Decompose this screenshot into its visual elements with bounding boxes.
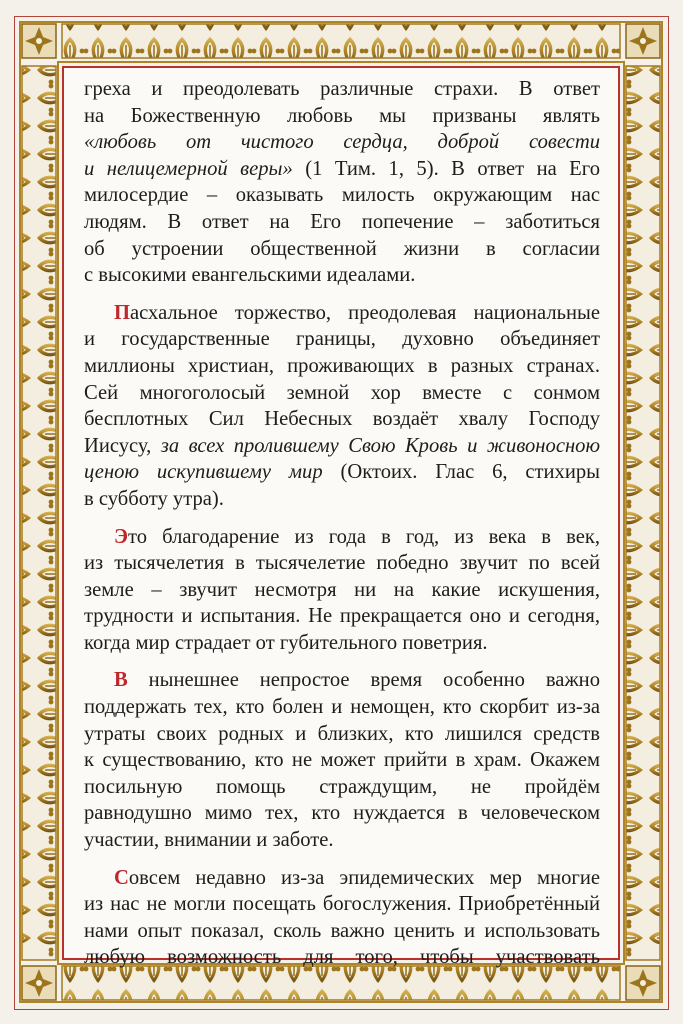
text-line: земле – звучит несмотря ни на какие искушения, — [84, 578, 600, 601]
text-line: с высокими евангельскими идеалами. — [84, 264, 416, 287]
text-line: любую возможность для того, чтобы участвовать — [84, 946, 600, 969]
text-line: к существованию, кто не может прийти в храм. Окажем — [84, 749, 600, 772]
corner-ornament-top-right — [626, 24, 660, 58]
text-line: посильную помощь страждущим, не пройдём — [84, 775, 600, 798]
paragraph-2 — [84, 300, 600, 513]
paragraph-1 — [84, 76, 600, 289]
red-initial: П — [114, 301, 131, 324]
paragraph-5 — [84, 865, 600, 971]
text-line: милосердие – оказывать милость окружающим нас — [84, 184, 600, 207]
text-line: когда мир страдает от губительного поветрия. — [84, 631, 488, 654]
text-line: нами опыт показал, сколь важно ценить и использовать — [84, 919, 600, 942]
red-initial: Э — [114, 525, 128, 548]
red-initial: С — [114, 866, 129, 889]
text-line: людям. В ответ на Его попечение – заботиться — [84, 210, 600, 233]
text-line: на Божественную любовь мы призваны являть — [84, 104, 600, 127]
text-line: участии, внимании и заботе. — [84, 829, 334, 852]
text-line: и нелицемерной веры» (1 Тим. 1, 5). В ответ на Его — [84, 157, 600, 180]
text-line: из нас не могли посещать богослужения. Приобретённый — [84, 893, 600, 916]
text-line: Пасхальное торжество, преодолевая национальные — [114, 301, 600, 324]
text-line: греха и преодолевать различные страхи. В ответ — [84, 78, 600, 100]
text-line: ценою искупившему мир (Октоих. Глас 6, стихиры — [84, 461, 600, 484]
text-line: Совсем недавно из-за эпидемических мер многие — [114, 866, 600, 889]
text-line: В нынешнее непростое время особенно важно — [114, 669, 600, 692]
text-line: миллионы христиан, проживающих в разных странах. — [84, 354, 600, 377]
document-body — [84, 76, 600, 982]
text-line: Сей многоголосый земной хор вместе с сонмом — [84, 381, 600, 404]
paragraph-3 — [84, 524, 600, 657]
quote-line: «любовь от чистого сердца, доброй совести — [84, 131, 600, 154]
text-line: Иисусу, за всех пролившему Свою Кровь и живоносною — [84, 434, 600, 457]
text-line: и государственные границы, духовно объединяет — [84, 328, 600, 351]
text-line: равнодушно мимо тех, кто нуждается в человеческом — [84, 802, 600, 825]
text-line: об устроении общественной жизни в согласии — [84, 237, 600, 260]
red-initial: В — [114, 669, 128, 692]
text-line: трудности и испытания. Не прекращается оно и сегодня, — [84, 605, 600, 628]
corner-ornament-bottom-right — [626, 966, 660, 1000]
corner-ornament-bottom-left — [22, 966, 56, 1000]
text-line: бесплотных Сил Небесных воздаёт хвалу Господу — [84, 408, 600, 431]
corner-ornament-top-left — [22, 24, 56, 58]
text-line: поддержать тех, кто болен и немощен, кто скорбит из-за — [84, 696, 600, 719]
text-line: в субботу утра). — [84, 487, 224, 510]
text-line: утраты своих родных и близких, кто лишился средств — [84, 722, 600, 745]
text-line: Это благодарение из года в год, из века в век, — [114, 525, 600, 548]
paragraph-4 — [84, 667, 600, 853]
text-line: из тысячелетия в тысячелетие победно звучит по всей — [84, 552, 600, 575]
